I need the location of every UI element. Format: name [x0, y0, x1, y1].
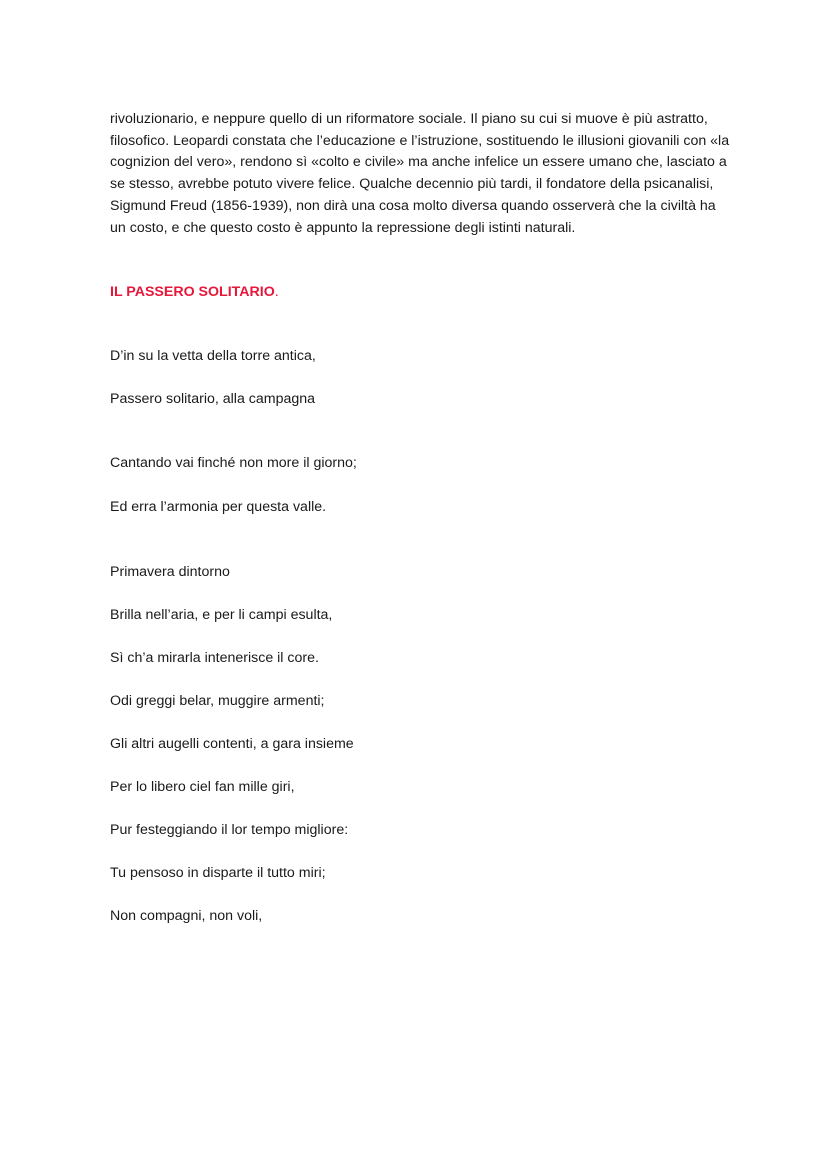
verse-line: Per lo libero ciel fan mille giri, [110, 779, 295, 795]
verse-line: Sì ch’a mirarla intenerisce il core. [110, 650, 319, 666]
verse-line: Odi greggi belar, muggire armenti; [110, 693, 325, 709]
verse-line: Passero solitario, alla campagna [110, 391, 316, 407]
verse-line: Gli altri augelli contenti, a gara insieme [110, 736, 354, 752]
poem-title-punct: . [274, 284, 279, 300]
verse-line: D’in su la vetta della torre antica, [110, 348, 316, 364]
intro-paragraph: rivoluzionario, e neppure quello di un riformatore sociale. Il piano su cui si muove è più astratto, filosofico. Leopardi constata che l’educazione e l’istruzione, sostituendo le illusioni giovanili con «la cognizion del vero», rendono sì «colto e civile» ma anche infelice un essere umano che, lasciato a se stesso, avrebbe potuto vivere felice. Qualche decennio più tardi, il fondatore della psicanalisi, Sigmund Freud (1856-1939), non dirà una cosa molto diversa quando osserverà che la civiltà ha un costo, e che questo costo è appunto la repressione degli istinti naturali. [110, 111, 730, 236]
poem-title [110, 282, 279, 302]
verse-line: Non compagni, non voli, [110, 908, 263, 924]
verse-line: Pur festeggiando il lor tempo migliore: [110, 822, 349, 838]
verse-line: Tu pensoso in disparte il tutto miri; [110, 865, 326, 881]
verse-line: Ed erra l’armonia per questa valle. [110, 499, 327, 515]
verse-line: Cantando vai finché non more il giorno; [110, 455, 357, 471]
verse-line: Primavera dintorno [110, 564, 230, 580]
verse-line: Brilla nell’aria, e per li campi esulta, [110, 607, 333, 623]
poem-title-text: IL PASSERO SOLITARIO [110, 284, 275, 300]
